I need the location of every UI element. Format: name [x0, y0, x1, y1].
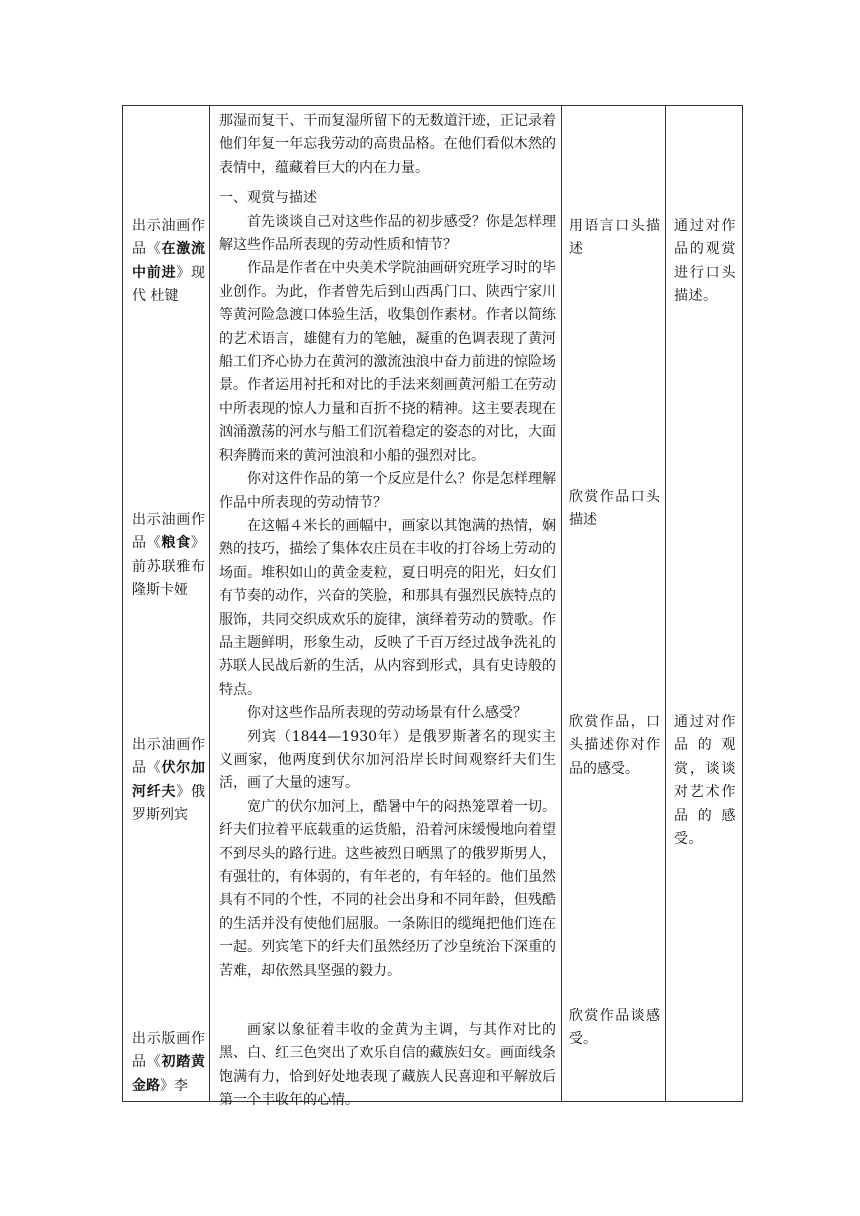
artwork-suffix: 》前苏联雅布隆斯卡娅: [132, 535, 205, 599]
content-part-1: [219, 110, 556, 983]
artwork-title: 初踏黄金路: [132, 1054, 205, 1094]
section-heading: 一、观赏与描述: [219, 190, 317, 207]
question-3: 你对这些作品所表现的劳动场景有什么感受？: [247, 705, 527, 722]
student-activity-1: 用语言口头描述: [569, 218, 660, 258]
student-activity-4: 欣赏作品谈感受。: [569, 1008, 660, 1048]
content-column: [210, 106, 562, 1109]
paragraph-2: 在这幅４米长的画幅中，画家以其饱满的热情，娴熟的技巧，描绘了集体农庄员在丰收的打谷场上劳动的场面。堆积如山的黄金麦粒，夏日明亮的阳光，妇女们有节奏的动作，兴奋的笑脸，和那具有强烈民族特点的服饰，共同交织成欢乐的旋律，演绎着劳动的赞歌。作品主题鲜明，形象生动，反映了千百万经过战争洗礼的苏联人民战后新的生活，从内容到形式，具有史诗般的特点。: [219, 517, 556, 698]
table-row: [123, 106, 743, 1102]
artwork-prefix: 出示油画作品《: [132, 218, 205, 258]
artwork-title: 粮食: [161, 535, 191, 552]
student-activity-3: 欣赏作品，口头描述你对作品的感受。: [569, 714, 660, 777]
paragraph-3a: 列宾（1844—1930年）是俄罗斯著名的现实主义画家，他两度到伏尔加河沿岸长时间观察纤夫们生活，画了大量的速写。: [219, 728, 556, 792]
intro-paragraph: 那湿而复干、干而复湿所留下的无数道汗迹，正记录着他们年复一年忘我劳动的高贵品格。在他们看似木然的表情中，蕴藏着巨大的内在力量。: [219, 113, 556, 176]
student-activity-column: [562, 106, 666, 1102]
student-activity-2: 欣赏作品口头描述: [569, 489, 660, 529]
artwork-suffix: 》现代 杜键: [132, 264, 205, 305]
artwork-suffix: 》李: [160, 1077, 188, 1094]
lesson-plan-table: [122, 105, 743, 1109]
artwork-title: 伏尔加河纤夫: [132, 760, 205, 800]
content-part-2: [219, 1019, 556, 1113]
paragraph-1: 作品是作者在中央美术学院油画研究班学习时的毕业创作。为此，作者曾先后到山西禹门口、陕西宁家川等黄河险急渡口体验生活，收集创作素材。作者以简练的艺术语言，雄健有力的笔触，凝重的色调表现了黄河船工们齐心协力在黄河的激流浊浪中奋力前进的惊险场景。作者运用衬托和对比的手法来刻画黄河船工在劳动中所表现的惊人力量和百折不挠的精神。这主要表现在汹涌激荡的河水与船工们沉着稳定的姿态的对比，大面积奔腾而来的黄河浊浪和小船的强烈对比。: [219, 260, 556, 464]
question-1: 首先谈谈自己对这些作品的初步感受？你是怎样理解这些作品所表现的劳动性质和情节？: [219, 213, 556, 254]
artwork-prefix: 出示版画作品《: [132, 1031, 205, 1071]
question-2: 你对这件作品的第一个反应是什么？你是怎样理解作品中所表现的劳动情节？: [219, 471, 556, 511]
paragraph-3b: 宽广的伏尔加河上，酷暑中午的闷热笼罩着一切。纤夫们拉着平底载重的运货船，沿着河床缓慢地向着望不到尽头的路行进。这些被烈日晒黑了的俄罗斯男人，有强壮的，有体弱的，有年老的，有年轻的。他们虽然具有不同的个性，不同的社会出身和不同年龄，但残酷的生活并没有使他们屈服。一条陈旧的缆绳把他们连在一起。列宾笔下的纤夫们虽然经历了沙皇统治下深重的苦难，却依然具坚强的毅力。: [219, 798, 556, 979]
artwork-suffix: 》俄罗斯列宾: [132, 783, 205, 824]
artwork-prefix: 出示油画作品《: [132, 737, 205, 777]
artwork-4: [132, 1028, 205, 1098]
paragraph-4: 画家以象征着丰收的金黄为主调，与其作对比的黑、白、红三色突出了欢乐自信的藏族妇女。画面线条饱满有力，恰到好处地表现了藏族人民喜迎和平解放后第一个丰收年的心情。: [219, 1022, 556, 1109]
artwork-3: [132, 734, 205, 828]
purpose-2: 通过对作品的观赏，谈谈对艺术作品的感受。: [674, 714, 736, 848]
artwork-title: 在激流中前进: [132, 241, 205, 281]
activity-column: [123, 106, 210, 1102]
purpose-1: 通过对作品的观赏进行口头描述。: [674, 218, 736, 305]
artwork-2: [132, 509, 205, 603]
artwork-1: [132, 215, 205, 309]
artwork-prefix: 出示油画作品《: [132, 512, 205, 552]
purpose-column: [666, 106, 743, 1102]
